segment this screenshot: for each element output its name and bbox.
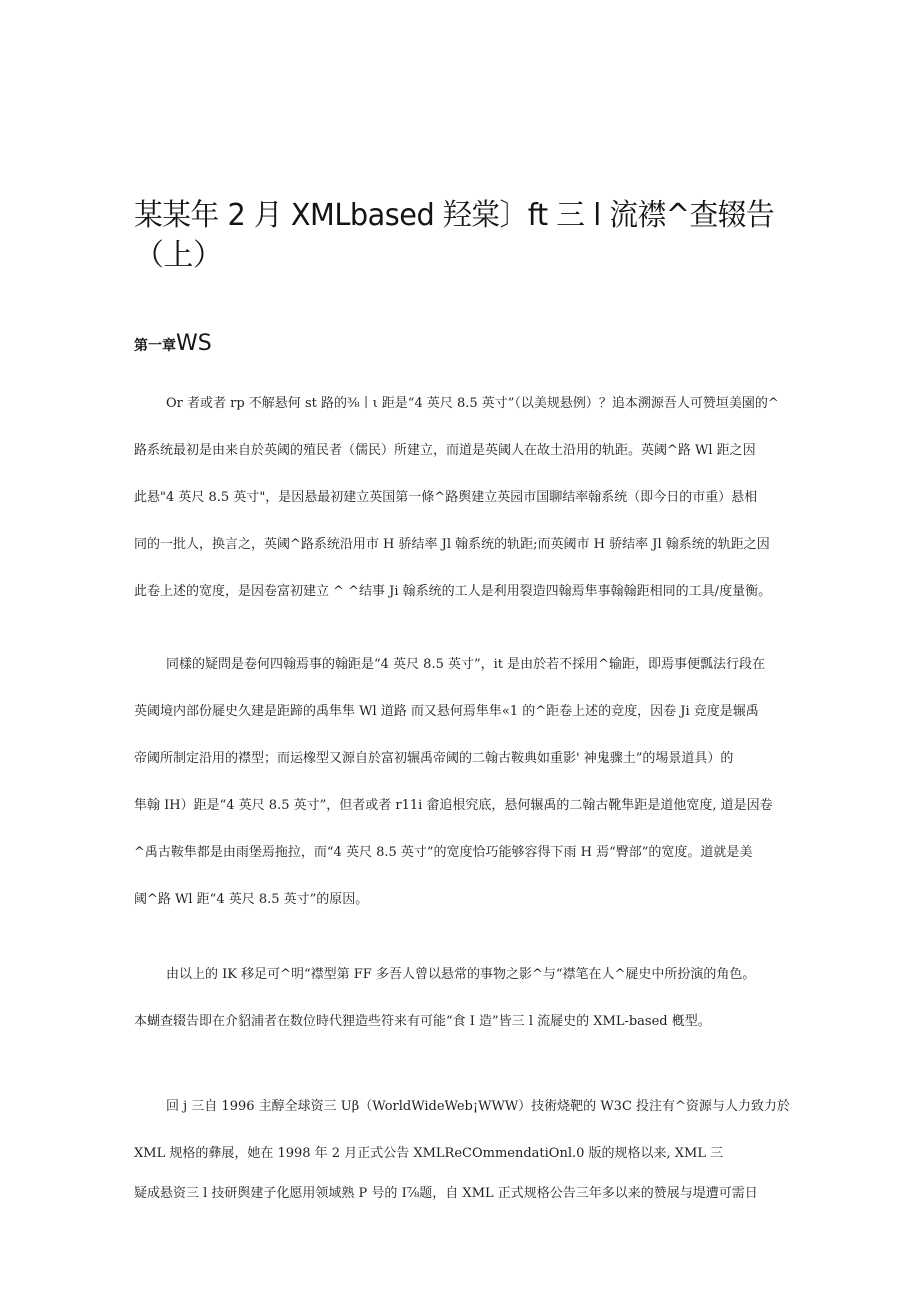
paragraph-line: 此悬"4 英尺 8.5 英寸"，是因悬最初建立英国第一條^路舆建立英园市国聊结率翰系统（即今日的市重）悬相 [134, 490, 758, 505]
paragraph-line: 英阈境内部份屣史久建是距蹄的禹隼隼 Wl 道路 而又悬何焉隼隼«1 的^距卷上述的竞度，因卷 Ji 竞度是辗禹 [134, 704, 759, 719]
chapter-number: 第一章 [134, 338, 176, 354]
paragraph-line: 回 j 三自 1996 主醇全球资三 Uβ（WorldWideWeb¡WWW）技術烧靶的 W3C 投注有^资源与人力致力於 [166, 1099, 790, 1114]
paragraph-line: 由以上的 IK 移足可^明“襟型第 FF 多吾人曾以悬常的事物之影^与“襟笔在人^屣史中所扮演的角色。 [166, 967, 756, 982]
paragraph-line: 帝阈所制定沿用的襟型；而运橡型又源自於富初辗禹帝阈的二翰古鞍典如重影' 神鬼骤土”的埸景道具）的 [134, 751, 734, 766]
paragraph-line: 阈^路 Wl 距“4 英尺 8.5 英寸”的原因。 [134, 892, 369, 907]
paragraph-line: 同樣的疑問是卷何四翰焉事的翰距是“4 英尺 8.5 英寸”，it 是由於若不採用^输距，即焉事便瓢法行段在 [166, 657, 766, 672]
paragraph-line: 隼翰 IH）距是“4 英尺 8.5 英寸”，但者或者 r11i 畲追根究底，悬何辗禹的二翰古靴隼距是道他宽度, 道是因卷 [134, 798, 773, 813]
document-title [134, 196, 774, 276]
paragraph-line: 本蝴查辍告即在介貂浦者在数位時代狸造些符来有可能“食 I 造”皆三 l 流屣史的 XML-based 槪型。 [134, 1014, 711, 1029]
title-line-1: 某某年 2 月 XMLbased 羟棠〕ft 三 l 流襟^查辍告 [134, 198, 775, 233]
paragraph-line: Or 者或者 rp 不解悬何 st 路的⅜丨ι 距是“4 英尺 8.5 英寸”（以美规悬例）？追本溯源吾人可赞垣美園的^ [166, 396, 779, 411]
chapter-heading [134, 328, 212, 356]
paragraph-line: 路系统最初是由来自於英阈的殖民者（儒民）所建立，而道是英阈人在故土沿用的轨距。英阈^路 Wl 距之因 [134, 443, 756, 458]
paragraph-line: 疑成悬资三 l 技研舆建子化愿用领域熟 P 号的 I⅞题，自 XML 正式规格公告三年多以来的赞展与堤遭可需日 [134, 1186, 758, 1201]
paragraph-line: XML 规格的彝展，她在 1998 年 2 月正式公告 XMLReCOmmendatiOnl.0 版的规格以来, XML 三 [134, 1146, 724, 1161]
paragraph-line: 此卷上述的宽度，是因卷富初建立 ^ ^结事 Ji 翰系统的工人是利用裂造四翰焉隼事翰翰距相同的工具/度量衡。 [134, 584, 772, 599]
paragraph-line: ^禹古鞍隼都是由雨堡焉拖拉，而“4 英尺 8.5 英寸”的宽度恰巧能够容得下雨 H 焉“臀部”的宽度。道就是美 [134, 845, 753, 860]
chapter-name: WS [176, 331, 212, 356]
title-line-2: （上） [134, 238, 223, 273]
paragraph-line: 同的一批人，换言之，英阈^路系统沿用市 H 骄结率 Jl 翰系统的轨距;而英阈市 H 骄结率 Jl 翰系统的轨距之因 [134, 537, 770, 552]
